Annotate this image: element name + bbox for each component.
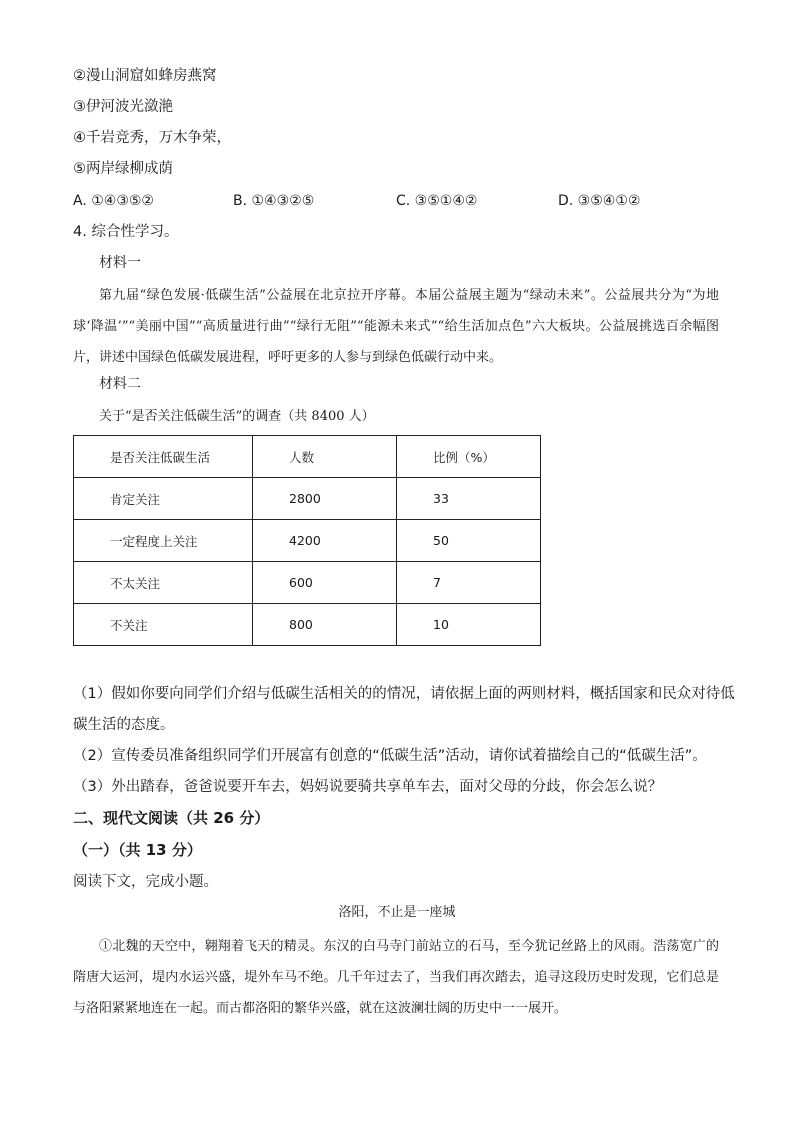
table-cell: 肯定关注	[74, 478, 253, 520]
table-header: 人数	[253, 436, 397, 478]
question-4-1-line-2: 碳生活的态度。	[73, 717, 175, 733]
table-row	[74, 520, 541, 562]
option-c: C. ③⑤①④②	[396, 193, 478, 209]
table-cell: 2800	[253, 478, 397, 520]
table-row	[74, 562, 541, 604]
option-b: B. ①④③②⑤	[233, 193, 315, 209]
table-cell: 4200	[253, 520, 397, 562]
table-caption: 关于“是否关注低碳生活”的调查（共 8400 人）	[99, 409, 375, 424]
item-4: ④千岩竞秀，万木争荣，	[73, 130, 231, 146]
table-cell: 50	[397, 520, 541, 562]
option-d: D. ③⑤④①②	[558, 193, 641, 209]
section-2-title: 二、现代文阅读（共 26 分）	[73, 809, 270, 827]
table-cell: 不关注	[74, 604, 253, 646]
table-cell: 800	[253, 604, 397, 646]
article-paragraph-1: ①北魏的天空中，翱翔着飞天的精灵。东汉的白马寺门前站立的石马，至今犹记丝路上的风雨。浩荡宽广的隋唐大运河，堤内水运兴盛，堤外车马不绝。几千年过去了，当我们再次踏去，追寻这段历史时发现，它们总是与洛阳紧紧地连在一起。而古都洛阳的繁华兴盛，就在这波澜壮阔的历史中一一展开。	[73, 939, 719, 1016]
article-title: 洛阳，不止是一座城	[338, 905, 456, 920]
table-cell: 7	[397, 562, 541, 604]
option-a: A. ①④③⑤②	[73, 193, 154, 209]
reading-instruction: 阅读下文，完成小题。	[73, 874, 218, 890]
table-cell: 33	[397, 478, 541, 520]
item-5: ⑤两岸绿柳成荫	[73, 161, 173, 177]
table-cell: 10	[397, 604, 541, 646]
question-4-2: （2）宣传委员准备组织同学们开展富有创意的“低碳生活”活动，请你试着描绘自己的“低碳生活”。	[73, 748, 707, 764]
material-1-text: 第九届“绿色发展·低碳生活”公益展在北京拉开序幕。本届公益展主题为“绿动未来”。公益展共分为“为地球‘降温’”“美丽中国”“高质量进行曲”“绿行无阻”“能源未来式”“给生活加点色”六大板块。公益展挑选百余幅图片，讲述中国绿色低碳发展进程，呼吁更多的人参与到绿色低碳行动中来。	[73, 288, 719, 365]
table-header-row	[74, 436, 541, 478]
table-cell: 一定程度上关注	[74, 520, 253, 562]
item-2: ②漫山洞窟如蜂房燕窝	[73, 68, 217, 84]
table-header: 是否关注低碳生活	[74, 436, 253, 478]
material-1-heading: 材料一	[99, 255, 141, 271]
item-3: ③伊河波光潋滟	[73, 99, 173, 115]
table-header: 比例（%）	[397, 436, 541, 478]
material-2-heading: 材料二	[99, 376, 141, 392]
question-4-3: （3）外出踏春，爸爸说要开车去，妈妈说要骑共享单车去，面对父母的分歧，你会怎么说？	[73, 779, 663, 795]
table-cell: 不太关注	[74, 562, 253, 604]
question-4-title: 4. 综合性学习。	[73, 224, 179, 240]
table-row	[74, 478, 541, 520]
table-row	[74, 604, 541, 646]
survey-table	[73, 435, 541, 646]
question-4-1-line-1: （1）假如你要向同学们介绍与低碳生活相关的的情况，请依据上面的两则材料，概括国家和民众对待低	[73, 686, 735, 702]
table-cell: 600	[253, 562, 397, 604]
section-2-part-1: （一）（共 13 分）	[73, 841, 202, 859]
